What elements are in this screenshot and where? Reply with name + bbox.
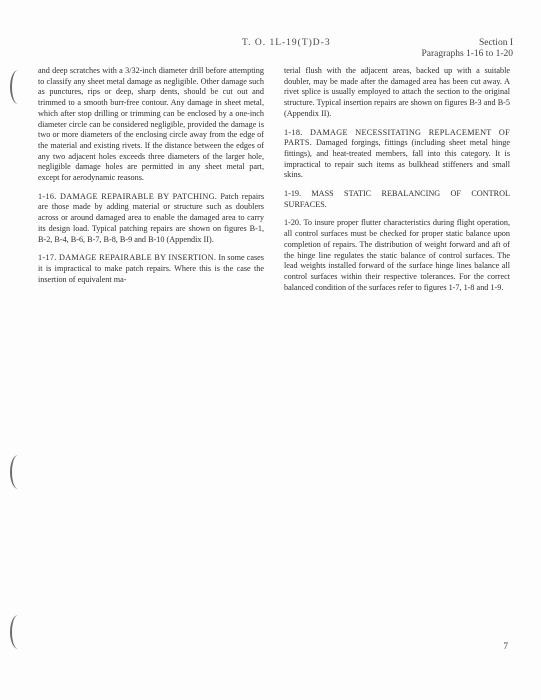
page-header xyxy=(30,38,513,64)
binder-hole-mark xyxy=(10,70,26,104)
section-label: Section I xyxy=(478,38,513,48)
left-column xyxy=(38,66,264,293)
binder-hole-mark xyxy=(10,455,26,489)
paragraph-1-18-heading: 1-18. DAMAGE NECESSITATING REPLACEMENT OF PARTS. xyxy=(284,127,510,148)
paragraph-range: Paragraphs 1-16 to 1-20 xyxy=(421,49,513,59)
paragraph-1-17-text: In some cases it is impractical to make patch repairs. Where this is the case the insertion of equivalent ma- xyxy=(38,253,264,284)
technical-order-number: T. O. 1L-19(T)D-3 xyxy=(242,38,331,48)
paragraph-1-20: 1-20. To insure proper flutter characteristics during flight operation, all control surfaces must be checked for proper static balance upon completion of repairs. The distribution of weight forward and aft of the hinge line regulates the static balance of control surfaces. The lead weights installed forward of the surface hinge lines balance all control surfaces within their respective tolerances. For the correct balanced condition of the surfaces refer to figures 1-7, 1-8 and 1-9. xyxy=(284,218,510,292)
paragraph-1-16-heading: 1-16. DAMAGE REPAIRABLE BY PATCHING. xyxy=(38,191,218,201)
paragraph-1-17 xyxy=(38,253,264,285)
paragraph-1-18 xyxy=(284,128,510,182)
binder-hole-mark xyxy=(10,615,26,649)
paragraph-1-17-heading: 1-17. DAMAGE REPAIRABLE BY INSERTION. xyxy=(38,253,217,263)
intro-paragraph: and deep scratches with a 3/32-inch diameter drill before attempting to classify any sheet metal damage as negligible. Other damage such as punctures, rips or deep, sharp dents, should be cut out and trimmed to a smooth burr-free contour. Any damage in sheet metal, which after stop drilling or trimming can be enclosed by a one-inch diameter circle can be considered negligible, provided the damage is two or more diameters of the enclosing circle away from the edge of the material and existing rivets. If the distance between the edges of any two adjacent holes exceeds three diameters of the larger hole, negligible damage holes are permitted in any sheet metal part, except for aerodynamic reasons. xyxy=(38,66,264,183)
paragraph-1-16 xyxy=(38,192,264,246)
paragraph-1-19-heading: 1-19. MASS STATIC REBALANCING OF CONTROL SURFACES. xyxy=(284,189,510,209)
paragraph-1-18-text: Damaged forgings, fittings (including sheet metal hinge fittings), and heat-treated members, fall into this category. It is impractical to repair such items as bulkhead stiffeners and small skins. xyxy=(284,138,510,180)
page-number: 7 xyxy=(503,641,508,651)
paragraph-1-16-text: Patch repairs are those made by adding material or structure such as doublers across or around damaged area to enable the damaged area to carry its design load. Typical patching repairs are shown on figures B-1, B-2, B-4, B-6, B-7, B-8, B-9 and B-10 (Appendix II). xyxy=(38,191,265,244)
section-reference xyxy=(421,38,513,60)
continued-paragraph: terial flush with the adjacent areas, backed up with a suitable doubler, may be made after the damaged area has been cut away. A rivet splice is usually employed to attach the section to the original structure. Typical insertion repairs are shown on figures B-3 and B-5 (Appendix II). xyxy=(284,66,510,118)
right-column xyxy=(284,66,510,301)
